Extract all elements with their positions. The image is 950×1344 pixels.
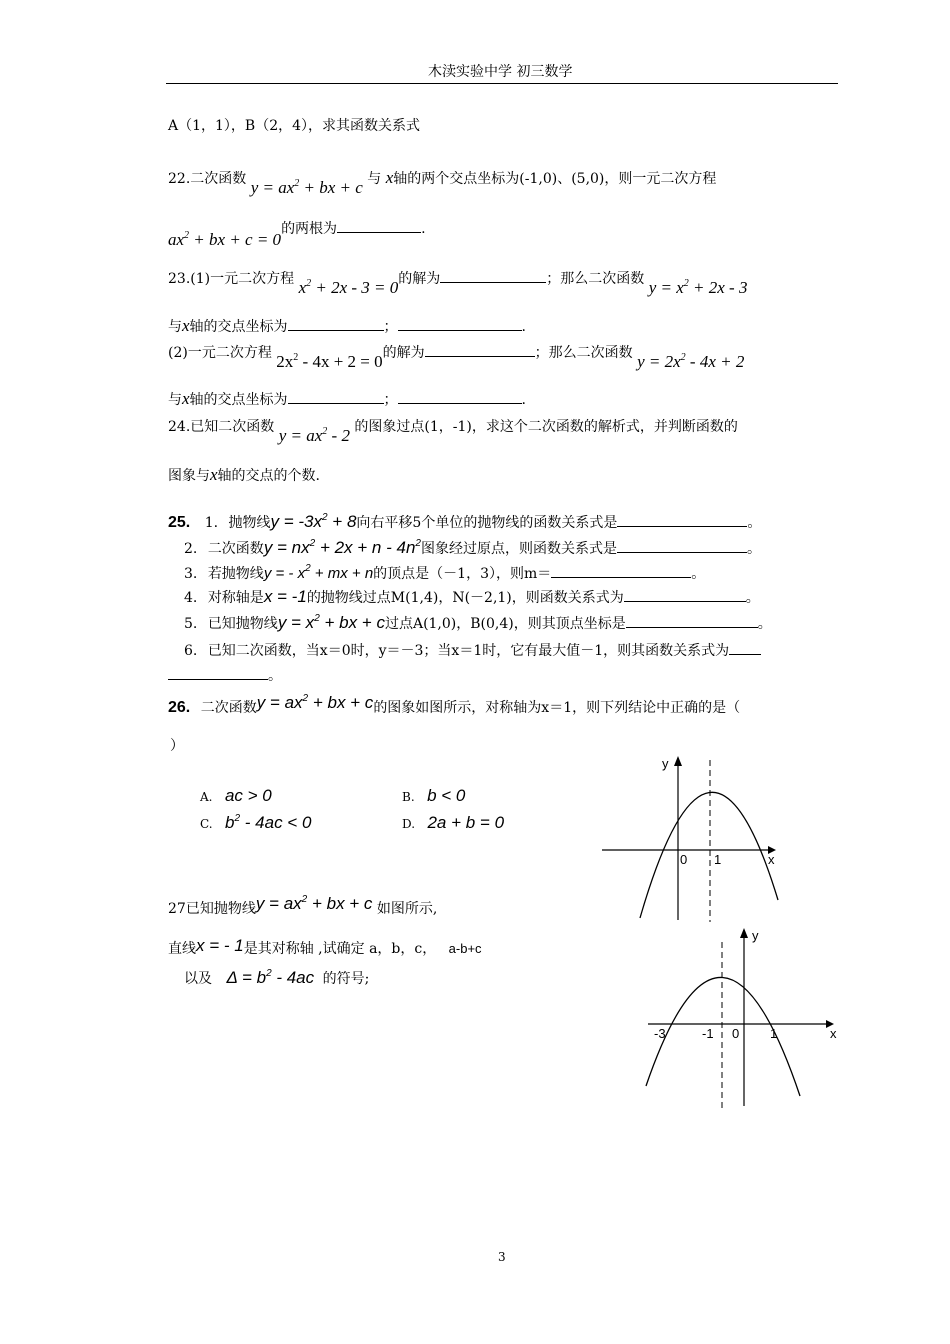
q26-option-a-label: A. (200, 790, 213, 804)
q23-line4-semicolon: ； (383, 392, 398, 408)
q22-text-3: 轴的两个交点坐标为(-1,0)、(5,0)，则一元二次方程 (393, 171, 717, 187)
q23-p2-text-b: 的解为 (382, 345, 425, 361)
q24-number: 24. (168, 419, 191, 435)
question-25-item-2 (184, 538, 761, 558)
q25-item-5-text-a: 已知抛物线 (207, 616, 278, 632)
q25-item-2-text-a: 二次函数 (207, 541, 264, 557)
q26-text-2: 的图象如图所示，对称轴为x＝1，则下列结论中正确的是（ (373, 700, 741, 716)
q26-y-label: y (662, 756, 669, 771)
question-22-line1 (168, 168, 717, 197)
q23-line2-var-x: x (182, 316, 190, 335)
q25-item-3-text-b: 的顶点是（－1，3），则m＝ (373, 566, 552, 582)
q26-option-d-expr: 2a + b = 0 (427, 813, 505, 832)
q23-p1-text-a: (1)一元二次方程 (190, 271, 295, 287)
q23-line4-period: . (521, 392, 526, 408)
q22-var-x: x (385, 168, 394, 187)
q23-line4-text-a: 与 (168, 392, 182, 408)
q27-text-1: 已知抛物线 (185, 901, 256, 917)
q25-item-1-end: 。 (747, 515, 762, 531)
question-23-line2 (168, 316, 526, 336)
q23-line2-period: . (521, 319, 526, 335)
q23-p1-point1-blank[interactable] (288, 316, 384, 331)
q23-line2-text-a: 与 (168, 319, 182, 335)
q25-item-4-end: 。 (745, 590, 760, 606)
q25-item-2-formula: $y = nx^2 + 2x + n - 4n^2$ (263, 538, 421, 557)
q25-item-2-end: 。 (746, 541, 761, 557)
q25-item-5-blank[interactable] (626, 613, 758, 628)
q24-text-2: 的图象过点(1，-1)，求这个二次函数的解析式，并判断函数的 (354, 419, 738, 435)
q23-p1-formula-2: $y = x^2 + 2x - 3$ (648, 278, 748, 297)
question-27-line3 (184, 968, 369, 988)
page-header-title: 木渎实验中学 初三数学 (428, 64, 573, 80)
q22-text-4: 的两根为 (281, 221, 338, 237)
q24-text-4: 轴的交点的个数. (217, 468, 320, 484)
q27-text-4: 是其对称轴 ,试确定 a，b，c， (243, 941, 437, 957)
q27-formula-1: $y = ax^2$ + bx + c (255, 894, 373, 913)
q27-formula-2: x = - 1 (196, 936, 244, 955)
header-divider (166, 83, 838, 84)
q25-item-3-blank[interactable] (551, 563, 691, 578)
question-23-line4 (168, 389, 526, 409)
q25-item-6-blank-a[interactable] (729, 640, 761, 655)
q27-text-5: a-b+c (448, 941, 482, 956)
q26-formula: $y = ax^2$ + bx + c (256, 693, 374, 712)
q23-p2-point2-blank[interactable] (398, 389, 522, 404)
question-27-line1 (168, 894, 438, 918)
q26-tick-label-1: 1 (714, 852, 722, 867)
q27-text-3: 直线 (168, 941, 196, 957)
q26-option-d-label: D. (402, 817, 416, 831)
question-26-line2: ） (170, 738, 184, 754)
q26-option-d[interactable] (402, 813, 504, 833)
q26-y-axis-arrow (674, 756, 682, 766)
q25-item-2-text-b: 图象经过原点，则函数关系式是 (420, 541, 617, 557)
q23-p1-text-b: 的解为 (398, 271, 441, 287)
q25-item-3-text-a: 若抛物线 (207, 566, 264, 582)
q27-tick-label-neg3: -3 (654, 1026, 666, 1041)
page-number: 3 (498, 1250, 506, 1264)
q25-item-4-blank[interactable] (624, 587, 746, 602)
q25-item-6-blank-b[interactable] (168, 665, 268, 680)
q25-item-5-text-b: 过点A(1,0)，B(0,4)，则其顶点坐标是 (384, 616, 626, 632)
q27-x-label: x (830, 1026, 837, 1041)
q23-p1-solution-blank[interactable] (440, 268, 546, 283)
q23-line4-text-b: 轴的交点坐标为 (189, 392, 288, 408)
q25-item-6-num: 6. (184, 643, 198, 659)
q22-answer-blank[interactable] (337, 218, 421, 233)
q27-parabola-graph (640, 920, 850, 1112)
q27-y-label: y (752, 928, 759, 943)
q26-option-b-expr: b < 0 (427, 786, 466, 805)
q26-origin-label: 0 (680, 852, 688, 867)
q23-p2-formula-1: $2x^2 - 4x + 2 = 0$ (276, 352, 383, 371)
q26-option-c-label: C. (200, 817, 213, 831)
question-22-line2 (168, 218, 426, 249)
q23-line2-text-b: 轴的交点坐标为 (189, 319, 288, 335)
q23-line4-var-x: x (182, 389, 190, 408)
q26-number: 26. (168, 699, 191, 716)
question-24-line1 (168, 416, 738, 445)
q22-text-1: 二次函数 (190, 171, 247, 187)
q25-item-5-end: 。 (757, 616, 772, 632)
q23-number: 23. (168, 271, 191, 287)
q24-formula: $y = ax^2 - 2$ (278, 426, 350, 445)
q25-item-2-num: 2. (184, 541, 198, 557)
question-25-item-6 (184, 640, 761, 660)
q26-option-c-expr: $b^2 - 4ac < 0$ (225, 813, 312, 832)
q26-x-label: x (768, 852, 775, 867)
q27-tick-label-neg1: -1 (702, 1026, 714, 1041)
q23-p1-point2-blank[interactable] (398, 316, 522, 331)
q26-option-b[interactable] (402, 786, 465, 806)
q25-item-3-num: 3. (184, 566, 198, 582)
q27-tick-label-1: 1 (770, 1026, 778, 1041)
q26-text-1: 二次函数 (200, 700, 257, 716)
q25-item-1-blank[interactable] (617, 512, 747, 527)
q25-number: 25. (168, 514, 191, 531)
question-25-item-3 (184, 563, 705, 583)
question-25-item-1 (168, 512, 761, 532)
q23-p2-text-a: (2)一元二次方程 (168, 345, 272, 361)
q27-text-2: 如图所示, (376, 901, 438, 917)
q22-formula-2: $ax^2$ + bx + c = 0 (168, 230, 282, 249)
q26-option-a-expr: ac > 0 (224, 786, 272, 805)
q25-item-5-num: 5. (184, 616, 198, 632)
q23-line2-semicolon: ； (383, 319, 398, 335)
q27-formula-3: $\Delta = b^2 - 4ac$ (226, 968, 315, 987)
q25-item-4-text-a: 对称轴是 (207, 590, 264, 606)
question-25-item-4 (184, 587, 760, 607)
q24-text-1: 已知二次函数 (190, 419, 275, 435)
q25-item-6-text-a: 已知二次函数，当x＝0时，y＝－3；当x＝1时，它有最大值－1，则其函数关系式为 (207, 643, 730, 659)
q25-item-3-end: 。 (691, 566, 706, 582)
q26-parabola-curve (640, 792, 778, 918)
q25-item-1-text-a: 抛物线 (228, 515, 271, 531)
question-27-line2 (168, 938, 482, 958)
q27-tick-label-0: 0 (732, 1026, 740, 1041)
q24-text-3: 图象与 (168, 468, 210, 484)
q23-p2-point1-blank[interactable] (288, 389, 384, 404)
q23-p2-text-c: ；那么二次函数 (534, 345, 633, 361)
q23-p2-formula-2: $y = 2x^2 - 4x + 2$ (637, 352, 745, 371)
q27-number: 27 (168, 901, 186, 917)
q26-option-b-label: B. (402, 790, 415, 804)
q22-text-2: 与 (367, 171, 382, 187)
q24-var-x: x (210, 465, 218, 484)
q25-item-4-num: 4. (184, 590, 198, 606)
q27-y-axis-arrow (740, 928, 748, 938)
q22-formula-1: $y = ax^2$ + bx + c (250, 178, 363, 197)
q25-item-4-formula: x = -1 (263, 587, 307, 606)
q27-text-7: 的符号; (322, 971, 370, 987)
q25-item-1-formula: $y = -3x^2 + 8$ (270, 512, 357, 531)
q25-item-3-formula: y = - $x^2$ + mx + n (263, 563, 374, 582)
q26-option-a[interactable] (200, 786, 272, 806)
question-24-line2 (168, 465, 320, 485)
q25-item-4-text-b: 的抛物线过点M(1,4)，N(－2,1)，则函数关系式为 (306, 590, 624, 606)
q22-number: 22. (168, 171, 191, 187)
question-25-item-5 (184, 613, 772, 633)
q23-p1-formula-1: $x^2 + 2x - 3 = 0$ (298, 278, 399, 297)
q27-text-6: 以及 (184, 971, 212, 987)
q25-item-1-num: 1. (204, 515, 219, 531)
q25-item-5-formula: $y = x^2$ + bx + c (277, 613, 385, 632)
question-26-line1 (168, 693, 741, 717)
q25-item-2-blank[interactable] (617, 538, 747, 553)
question-23-line1 (168, 268, 748, 297)
q21-tail-text: A（1，1），B（2，4），求其函数关系式 (168, 118, 421, 134)
q22-text-5: . (421, 221, 426, 237)
q23-p2-solution-blank[interactable] (425, 342, 535, 357)
question-23-line3 (168, 342, 745, 371)
q23-p1-text-c: ；那么二次函数 (546, 271, 645, 287)
q26-option-c[interactable] (200, 813, 311, 833)
q25-item-1-text-b: 向右平移5个单位的抛物线的函数关系式是 (356, 515, 618, 531)
question-25-item-6-cont (168, 665, 282, 685)
q25-item-6-end: 。 (268, 668, 282, 684)
q26-parabola-graph (598, 752, 788, 924)
